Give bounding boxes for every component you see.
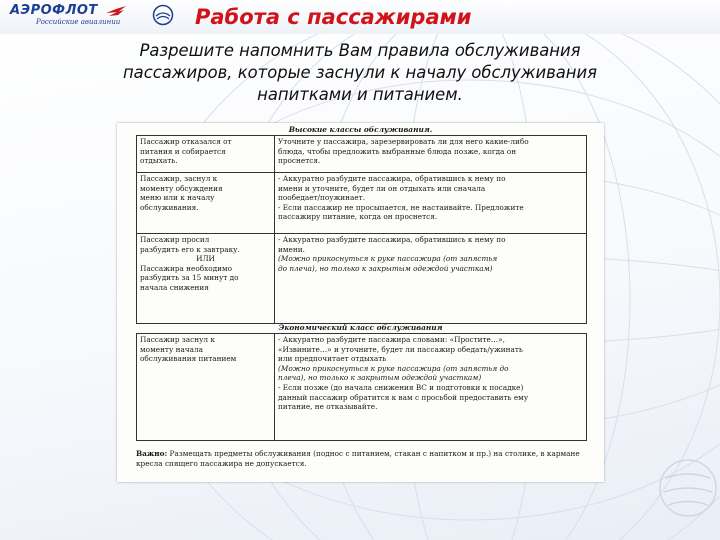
high-class-section-title: Высокие классы обслуживания. — [288, 125, 433, 134]
table-row — [137, 233, 586, 323]
slide-title: Работа с пассажирами — [195, 5, 472, 29]
high-class-table — [136, 135, 587, 324]
economy-table — [136, 333, 587, 441]
situation-cell: Пассажир заснул к моменту начала обслуживания питанием — [137, 334, 275, 440]
table-row — [137, 172, 586, 233]
logo-subtext: Российские авиалинии — [36, 18, 121, 26]
economy-section-title: Экономический класс обслуживания — [278, 323, 443, 332]
table-row — [137, 334, 586, 440]
subtitle-line: пассажиров, которые заснули к началу обслуживания — [122, 63, 598, 82]
action-cell: - Аккуратно разбудите пассажира словами: «Простите…», «Извините…» и уточните, будет ли пассажир обедать/ужинать или предпочитает отдыхать (Можно прикоснуться к руке пассажира (от запястья до плеча), но только к закрытым одеждой участкам) - Если позже (до начала снижения ВС и подготовки к посадке) данный пассажир обратится к вам с просьбой предоставить ему питание, не отказывайте. — [278, 335, 529, 412]
skyteam-emblem-icon — [152, 4, 174, 26]
note-label: Важно: — [136, 449, 168, 458]
important-note — [136, 449, 587, 469]
winged-hammer-sickle-icon — [106, 5, 126, 19]
header-bar — [0, 0, 720, 34]
subtitle-line: напитками и питанием. — [257, 85, 463, 104]
scanned-procedure-document — [117, 123, 604, 482]
note-text: Размещать предметы обслуживания (поднос с питанием, стакан с напитком и пр.) на столике, в кармане кресла спящего пассажира не допускается. — [136, 449, 580, 468]
reminder-subtitle — [60, 40, 660, 106]
action-cell: - Аккуратно разбудите пассажира, обратившись к нему по имени и уточните, будет ли он отдыхать или сначала пообедает/поужинает. - Если пассажир не просыпается, не настаивайте. Предложите пассажиру питание, когда он проснется. — [278, 174, 524, 222]
situation-cell: Пассажир отказался от питания и собирается отдыхать. — [137, 136, 275, 172]
action-cell: - Аккуратно разбудите пассажира, обратившись к нему по имени. (Можно прикоснуться к руке пассажира (от запястья до плеча), но только к закрытым одеждой участкам) — [278, 235, 506, 273]
subtitle-line: Разрешите напомнить Вам правила обслуживания — [139, 41, 581, 60]
action-cell: Уточните у пассажира, зарезервировать ли для него какие-либо блюда, чтобы предложить выбранные блюда позже, когда он проснется. — [278, 137, 529, 166]
logo-wordmark: АЭРОФЛОТ — [10, 3, 98, 18]
situation-cell: Пассажир, заснул к моменту обсуждения меню или к началу обслуживания. — [137, 173, 275, 233]
table-row — [137, 136, 586, 172]
situation-cell: Пассажир просил разбудить его к завтраку. ИЛИ Пассажира необходимо разбудить за 15 минут до начала снижения — [137, 234, 275, 323]
